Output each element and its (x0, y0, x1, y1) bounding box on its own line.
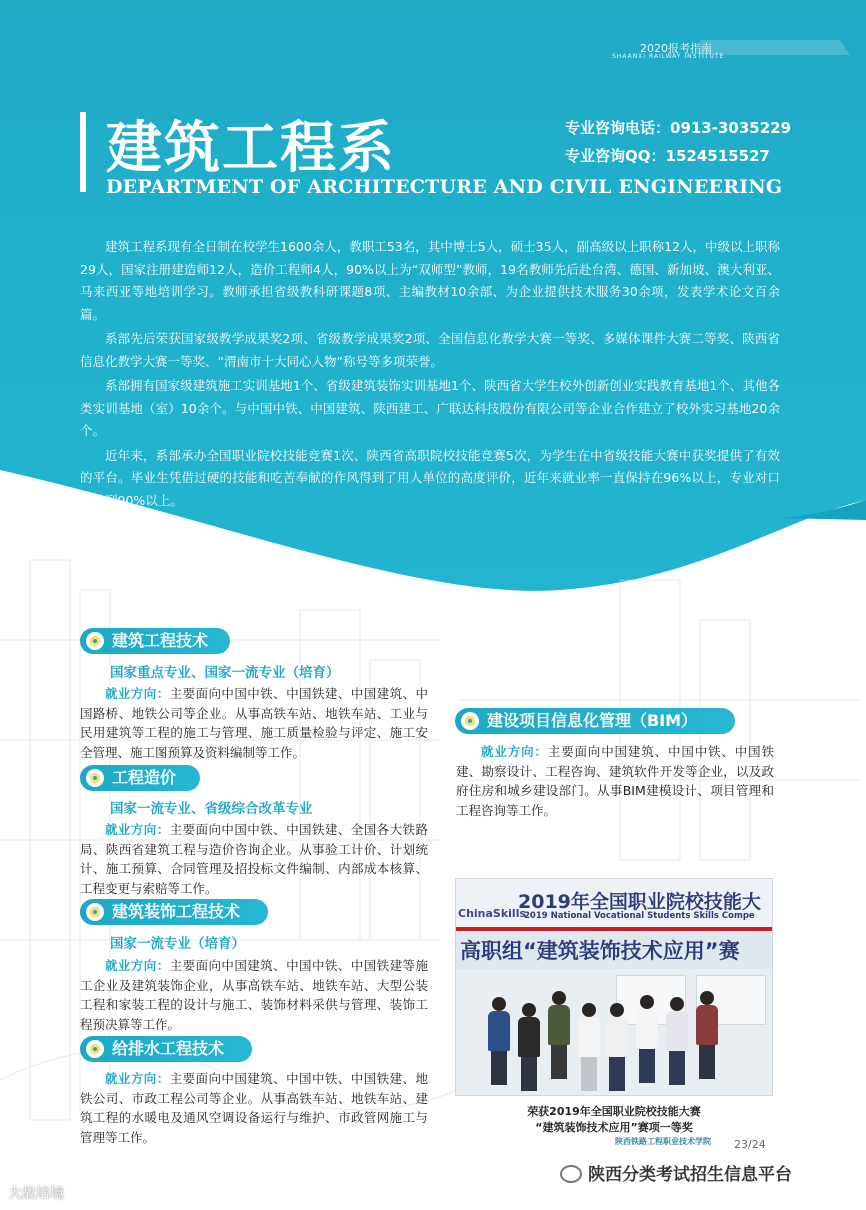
contact-qq: 专业咨询QQ：1524515527 (565, 147, 770, 165)
major-heading-decoration (80, 899, 268, 925)
employment-text: 主要面向中国建筑、中国中铁、中国铁建、勘察设计、工程咨询、建筑软件开发等企业，以及政府住房和城乡建设部门。从事BIM建模设计、项目管理和工程咨询等工作。 (456, 744, 774, 818)
major-name: 工程造价 (112, 768, 177, 787)
employment-text: 主要面向中国建筑、中国中铁、中国铁建等施工企业及建筑装饰企业，从事高铁车站、地铁车站、大型公装工程和家装工程的设计与施工、装饰材料采供与管理、装饰工程预决算等工作。 (80, 958, 428, 1032)
contact-phone: 专业咨询电话：0913-3035229 (565, 119, 792, 137)
photo-banner-subtitle: 2019 National Vocational Students Skills Compe (524, 911, 755, 921)
major-description (80, 956, 428, 1034)
caption-line: “建筑装饰技术应用”赛项一等奖 (535, 1121, 693, 1134)
department-title-en: DEPARTMENT OF ARCHITECTURE AND CIVIL ENGINEERING (106, 176, 783, 198)
eye-icon (86, 903, 104, 921)
chinaskills-logo: ChinaSkills (458, 907, 527, 920)
watermark-text: 陕西分类考试招生信息平台 (588, 1165, 792, 1185)
employment-label: 就业方向： (105, 958, 170, 973)
major-tag: 国家重点专业、国家一流专业（培育） (110, 665, 340, 681)
photo-competition-title: 高职组“建筑装饰技术应用”赛 (460, 939, 740, 963)
employment-label: 就业方向： (105, 686, 170, 701)
intro-paragraph: 建筑工程系现有全日制在校学生1600余人，教职工53名，其中博士5人，硕士35人，副高级以上职称12人，中级以上职称29人，国家注册建造师12人，造价工程师4人，90%以上为“双师型”教师，19名教师先后赴台湾、德国、新加坡、澳大利亚、马来西亚等地培训学习。教师承担省级教科研课题8项、主编教材10余部、为企业提供技术服务30余项，发表学术论文百余篇。 (80, 239, 780, 322)
guide-label: 2020报考指南 (640, 42, 712, 55)
major-tag: 国家一流专业（培育） (110, 936, 245, 952)
banner-stripe (456, 927, 772, 931)
intro-text (80, 236, 780, 514)
major-description (80, 1069, 428, 1147)
eye-icon (86, 769, 104, 787)
intro-paragraph: 系部拥有国家级建筑施工实训基地1个、省级建筑装饰实训基地1个、陕西省大学生校外创新创业实践教育基地1个、其他各类实训基地（室）10余个。与中国中铁、中国建筑、陕西建工、广联达科技股份有限公司等企业合作建立了校外实习基地20余个。 (80, 378, 780, 438)
employment-label: 就业方向： (105, 1071, 170, 1086)
employment-text: 主要面向中国建筑、中国中铁、中国铁建、地铁公司、市政工程公司等企业。从事高铁车站、地铁车站、建筑工程的水暖电及通风空调设备运行与维护、市政管网施工与管理等工作。 (80, 1071, 428, 1145)
major-name: 建筑工程技术 (112, 631, 209, 650)
major-description (80, 820, 428, 898)
major-name: 给排水工程技术 (112, 1039, 225, 1058)
major-heading-cost (80, 765, 200, 791)
watermark (560, 1160, 792, 1185)
school-en-label: SHAANXI RAILWAY INSTITUTE (612, 53, 725, 60)
major-name: 建筑装饰工程技术 (112, 902, 241, 921)
school-logo: 陕西铁路工程职业技术学院 (615, 1137, 711, 1146)
major-name: 建设项目信息化管理（BIM） (487, 711, 698, 730)
major-heading-water (80, 1036, 252, 1062)
major-tag: 国家一流专业、省级综合改革专业 (110, 801, 313, 817)
major-description (456, 742, 774, 820)
eye-icon (86, 1040, 104, 1058)
intro-paragraph: 近年来，系部承办全国职业院校技能竞赛1次、陕西省高职院校技能竞赛5次，为学生在中省级技能大赛中获奖提供了有效的平台。毕业生凭借过硬的技能和吃苦奉献的作风得到了用人单位的高度评价，近年来就业率一直保持在96%以上，专业对口率达到90%以上。 (80, 447, 780, 508)
employment-text: 主要面向中国中铁、中国铁建、中国建筑、中国路桥、地铁公司等企业。从事高铁车站、地铁车站、工业与民用建筑等工程的施工与管理、施工质量检验与评定、施工安全管理、施工图预算及资料编制等工作。 (80, 686, 428, 760)
title-accent-bar (80, 112, 86, 192)
eye-icon (461, 712, 479, 730)
department-title: 建筑工程系 (106, 116, 396, 181)
eye-icon (86, 632, 104, 650)
photo-banner-title: 2019年全国职业院校技能大 (518, 891, 761, 913)
major-description (80, 684, 428, 762)
page-number: 23/24 (734, 1138, 766, 1151)
major-heading-civil (80, 628, 230, 654)
employment-label: 就业方向： (481, 744, 548, 759)
employment-label: 就业方向： (105, 822, 170, 837)
employment-text: 主要面向中国中铁、中国铁建、全国各大铁路局、陕西省建筑工程与造价咨询企业。从事验工计价、计划统计、施工预算、合同管理及招投标文件编制、内部成本核算、工程变更与索赔等工作。 (80, 822, 428, 896)
caption-line: 荣获2019年全国职业院校技能大赛 (527, 1105, 701, 1118)
corner-watermark: 大故培境 (8, 1186, 64, 1202)
major-heading-bim (455, 708, 735, 734)
intro-paragraph: 系部先后荣获国家级教学成果奖2项、省级教学成果奖2项、全国信息化教学大赛一等奖、多媒体课件大赛二等奖、陕西省信息化教学大赛一等奖、“渭南市十大同心人物”称号等多项荣誉。 (80, 331, 780, 369)
photo-caption (455, 1104, 773, 1136)
wechat-icon (560, 1165, 582, 1183)
award-photo (455, 878, 773, 1096)
